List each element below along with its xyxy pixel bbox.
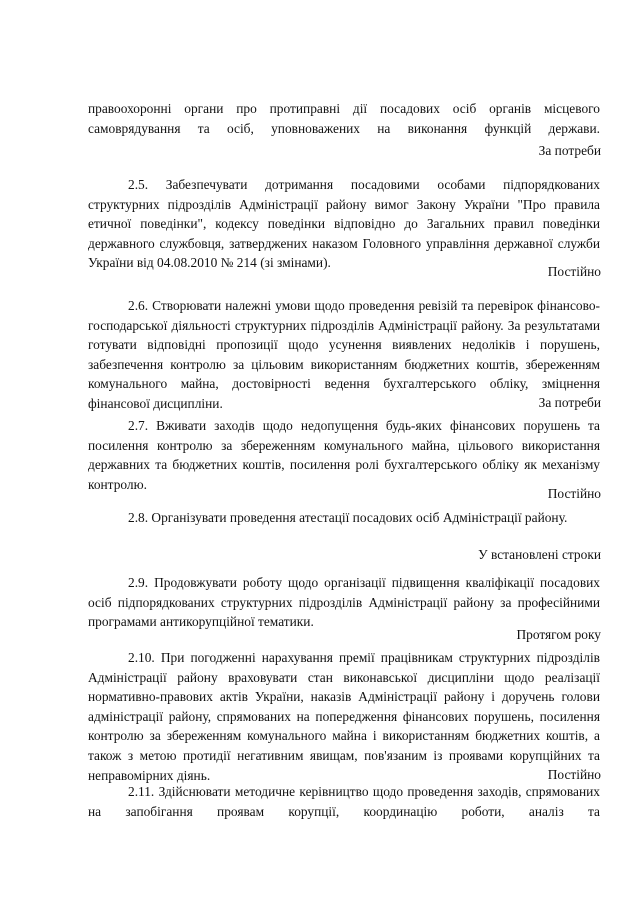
deadline-label: Постійно	[547, 767, 601, 782]
deadline-label: У встановлені строки	[478, 547, 601, 562]
paragraph-2-9	[88, 573, 600, 632]
deadline-label: За потреби	[538, 143, 601, 158]
paragraph-2-6	[88, 296, 600, 414]
paragraph-2-8	[88, 508, 600, 528]
paragraph-text: правоохоронні органи про протиправні дії посадових осіб органів місцевого самоврядування та осіб, уповноважених на виконання функцій держави.	[88, 101, 600, 136]
paragraph-2-10	[88, 648, 600, 785]
deadline-label: Постійно	[547, 264, 601, 279]
paragraph-text: 2.5. Забезпечувати дотримання посадовими особами підпорядкованих структурних підрозділів Адміністрації району вимог Закону України "Про правила етичної поведінки", кодексу поведінки відповідно до Загальних правил поведінки державного службовця, затверджених наказом Головного управління державної служби України від 04.08.2010 № 214 (зі змінами).	[88, 177, 600, 271]
paragraph-text: 2.10. При погодженні нарахування премії працівникам структурних підрозділів Адміністрації району враховувати стан виконавської дисципліни щодо реалізації нормативно-правових актів України, наказів Адміністрації району і доручень голови адміністрації району, спрямованих на попередження фінансових порушень, посилення контролю за збереженням комунального майна і використанням бюджетних коштів, а також з метою протидії негативним явищам, пов'язаним із проявами корупційних та неправомірних діянь.	[88, 650, 600, 783]
deadline-label: За потреби	[538, 395, 601, 410]
paragraph-continuation	[88, 99, 600, 138]
paragraph-text: 2.8. Організувати проведення атестації посадових осіб Адміністрації району.	[128, 510, 568, 525]
deadline-label: Постійно	[547, 486, 601, 501]
paragraph-text: 2.11. Здійснювати методичне керівництво щодо проведення заходів, спрямованих на запобігання проявам корупції, координацію роботи, аналіз та	[88, 784, 600, 819]
deadline-label: Протягом року	[516, 627, 601, 642]
paragraph-2-5	[88, 175, 600, 273]
paragraph-text: 2.6. Створювати належні умови щодо проведення ревізій та перевірок фінансово-господарської діяльності структурних підрозділів Адміністрації району. За результатами готувати відповідні пропозиції щодо усунення виявлених недоліків і порушень, забезпечення контролю за цільовим використанням бюджетних коштів, збереженням комунального майна, достовірності ведення бухгалтерського обліку, зміцнення фінансової дисципліни.	[88, 298, 600, 411]
paragraph-2-11	[88, 782, 600, 821]
paragraph-text: 2.7. Вживати заходів щодо недопущення будь-яких фінансових порушень та посилення контролю за збереженням комунального майна, цільового використання державних та бюджетних коштів, посилення ролі бухгалтерського обліку як механізму контролю.	[88, 418, 600, 492]
paragraph-2-7	[88, 416, 600, 494]
paragraph-text: 2.9. Продовжувати роботу щодо організації підвищення кваліфікації посадових осіб підпорядкованих структурних підрозділів Адміністрації району за професійними програмами антикорупційної тематики.	[88, 575, 600, 630]
